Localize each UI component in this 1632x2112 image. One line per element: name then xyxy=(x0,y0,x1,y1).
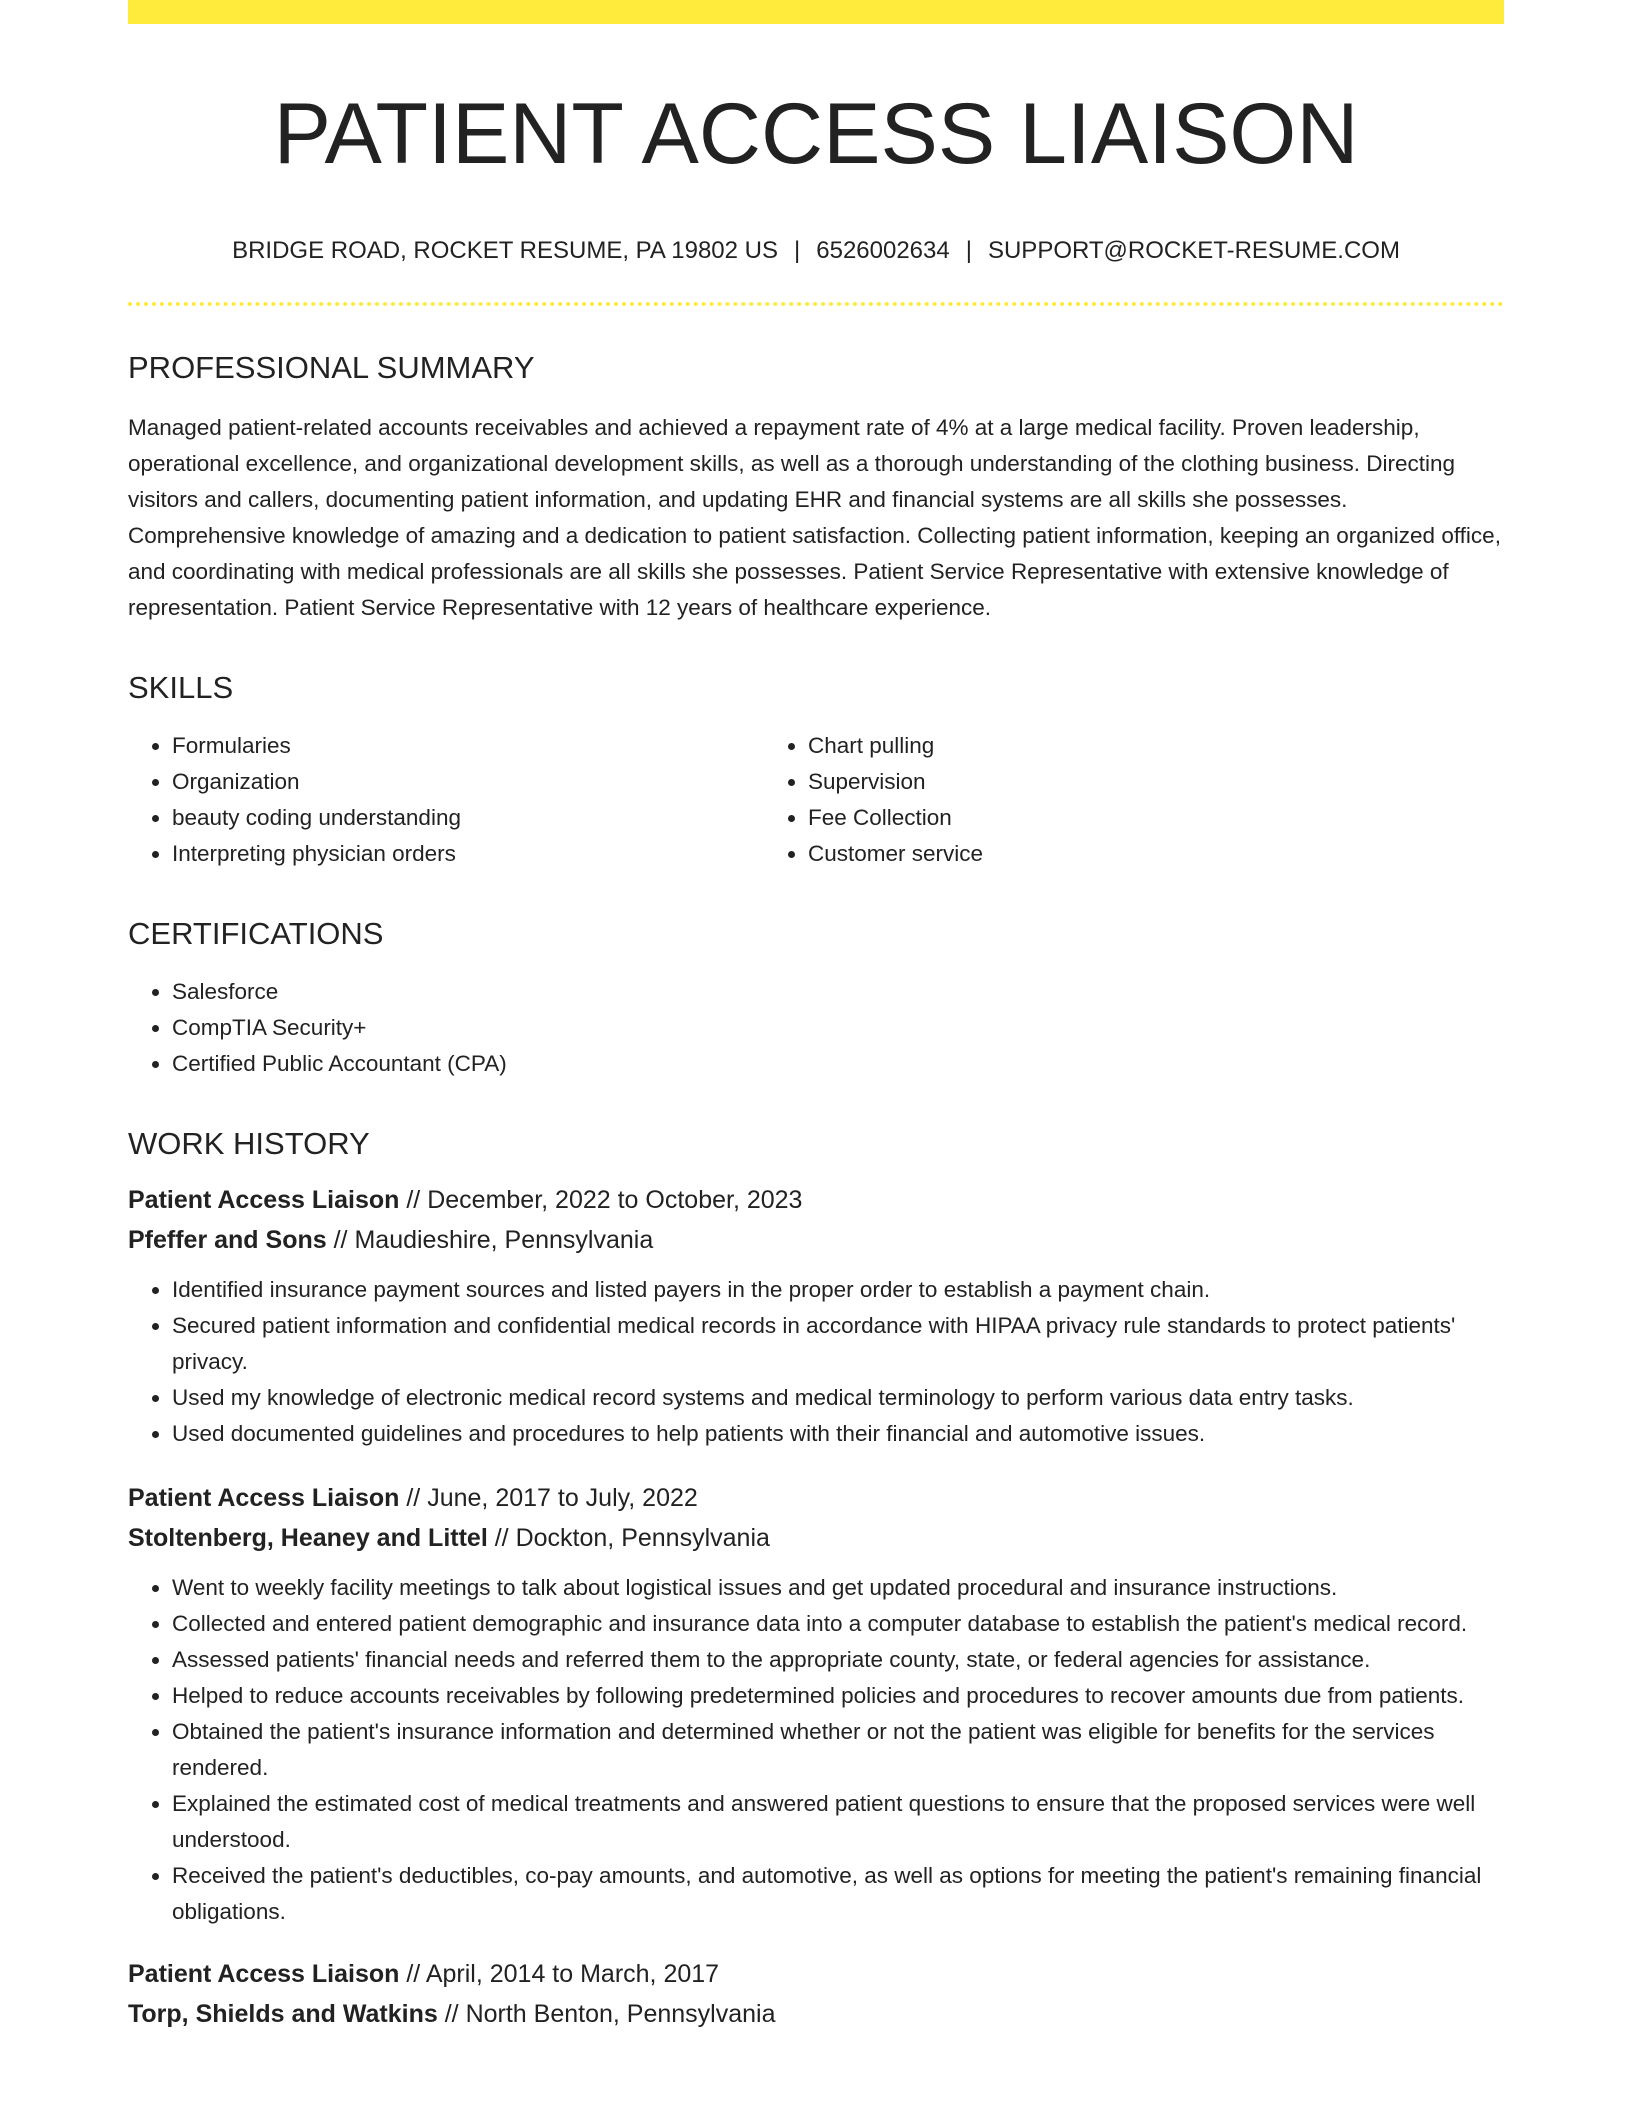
job-location: Dockton, Pennsylvania xyxy=(515,1524,770,1552)
job-title-line xyxy=(128,1954,1504,1994)
job-entry xyxy=(128,1478,1504,1930)
job-title: Patient Access Liaison xyxy=(128,1484,400,1512)
job-company: Stoltenberg, Heaney and Littel xyxy=(128,1524,488,1552)
job-title-line xyxy=(128,1180,1504,1220)
job-dates: April, 2014 to March, 2017 xyxy=(425,1960,720,1988)
job-bullet: • Explained the estimated cost of medical treatments and answered patient questions to ensure that the proposed services were well understood. xyxy=(172,1786,1504,1858)
job-company: Pfeffer and Sons xyxy=(128,1226,327,1254)
job-company-line xyxy=(128,1994,1504,2034)
skill-item: • beauty coding understanding xyxy=(172,800,760,836)
job-company: Torp, Shields and Watkins xyxy=(128,2000,438,2028)
skills-column-left xyxy=(128,728,760,872)
contact-separator: | xyxy=(965,237,972,264)
job-bullets xyxy=(128,1570,1504,1930)
accent-bar xyxy=(128,0,1504,24)
work-history-heading: WORK HISTORY xyxy=(128,1126,370,1161)
job-title-line xyxy=(128,1478,1504,1518)
job-bullet: • Secured patient information and confidential medical records in accordance with HIPAA privacy rule standards to protect patients' privacy. xyxy=(172,1308,1504,1380)
job-separator: // xyxy=(444,2000,459,2028)
job-bullet: • Helped to reduce accounts receivables by following predetermined policies and procedures to recover amounts due from patients. xyxy=(172,1678,1504,1714)
summary-heading: PROFESSIONAL SUMMARY xyxy=(128,350,535,385)
certification-item: • Certified Public Accountant (CPA) xyxy=(172,1046,1504,1082)
job-entry xyxy=(128,1954,1504,2034)
job-bullets xyxy=(128,1272,1504,1452)
job-location: Maudieshire, Pennsylvania xyxy=(354,1226,654,1254)
dotted-divider xyxy=(128,302,1504,306)
resume-page xyxy=(128,0,1504,2034)
skill-item: • Fee Collection xyxy=(808,800,1504,836)
job-separator: // xyxy=(333,1226,348,1254)
skill-item: • Supervision xyxy=(808,764,1504,800)
certification-item: • Salesforce xyxy=(172,974,1504,1010)
job-entry xyxy=(128,1180,1504,1452)
certifications-list xyxy=(128,974,1504,1082)
summary-text: Managed patient-related accounts receivables and achieved a repayment rate of 4% at a large medical facility. Proven leadership, operational excellence, and organizational development skills, as well as a thorough understanding of the clothing business. Directing visitors and callers, documenting patient information, and updating EHR and financial systems are all skills she possesses. Comprehensive knowledge of amazing and a dedication to patient satisfaction. Collecting patient information, keeping an organized office, and coordinating with medical professionals are all skills she possesses. Patient Service Representative with extensive knowledge of representation. Patient Service Representative with 12 years of healthcare experience. xyxy=(128,415,1501,620)
job-separator: // xyxy=(406,1484,421,1512)
job-bullet: • Assessed patients' financial needs and referred them to the appropriate county, state, or federal agencies for assistance. xyxy=(172,1642,1504,1678)
skill-item: • Chart pulling xyxy=(808,728,1504,764)
contact-email: SUPPORT@ROCKET-RESUME.COM xyxy=(987,237,1400,264)
certification-item: • CompTIA Security+ xyxy=(172,1010,1504,1046)
job-dates: December, 2022 to October, 2023 xyxy=(427,1186,803,1214)
job-title: Patient Access Liaison xyxy=(128,1186,400,1214)
job-separator: // xyxy=(406,1960,421,1988)
skill-item: • Interpreting physician orders xyxy=(172,836,760,872)
job-bullet: • Obtained the patient's insurance information and determined whether or not the patient was eligible for benefits for the services rendered. xyxy=(172,1714,1504,1786)
skills-heading: SKILLS xyxy=(128,670,234,705)
resume-title: PATIENT ACCESS LIAISON xyxy=(273,86,1359,182)
job-company-line xyxy=(128,1518,1504,1558)
job-bullet: • Went to weekly facility meetings to talk about logistical issues and get updated procedural and insurance instructions. xyxy=(172,1570,1504,1606)
job-location: North Benton, Pennsylvania xyxy=(465,2000,776,2028)
job-separator: // xyxy=(494,1524,509,1552)
skill-item: • Formularies xyxy=(172,728,760,764)
contact-phone: 6526002634 xyxy=(816,237,950,264)
certifications-heading: CERTIFICATIONS xyxy=(128,916,384,951)
job-bullet: • Identified insurance payment sources and listed payers in the proper order to establish a payment chain. xyxy=(172,1272,1504,1308)
job-company-line xyxy=(128,1220,1504,1260)
job-bullet: • Collected and entered patient demographic and insurance data into a computer database to establish the patient's medical record. xyxy=(172,1606,1504,1642)
job-dates: June, 2017 to July, 2022 xyxy=(427,1484,698,1512)
skills-list xyxy=(128,728,1504,872)
job-bullet: • Used my knowledge of electronic medical record systems and medical terminology to perform various data entry tasks. xyxy=(172,1380,1504,1416)
job-title: Patient Access Liaison xyxy=(128,1960,400,1988)
skill-item: • Customer service xyxy=(808,836,1504,872)
job-bullet: • Received the patient's deductibles, co-pay amounts, and automotive, as well as options for meeting the patient's remaining financial obligations. xyxy=(172,1858,1504,1930)
contact-address: BRIDGE ROAD, ROCKET RESUME, PA 19802 US xyxy=(232,237,779,264)
skills-column-right xyxy=(760,728,1504,872)
job-separator: // xyxy=(406,1186,421,1214)
contact-separator: | xyxy=(794,237,801,264)
skill-item: • Organization xyxy=(172,764,760,800)
contact-line xyxy=(128,236,1504,266)
job-bullet: • Used documented guidelines and procedures to help patients with their financial and automotive issues. xyxy=(172,1416,1504,1452)
